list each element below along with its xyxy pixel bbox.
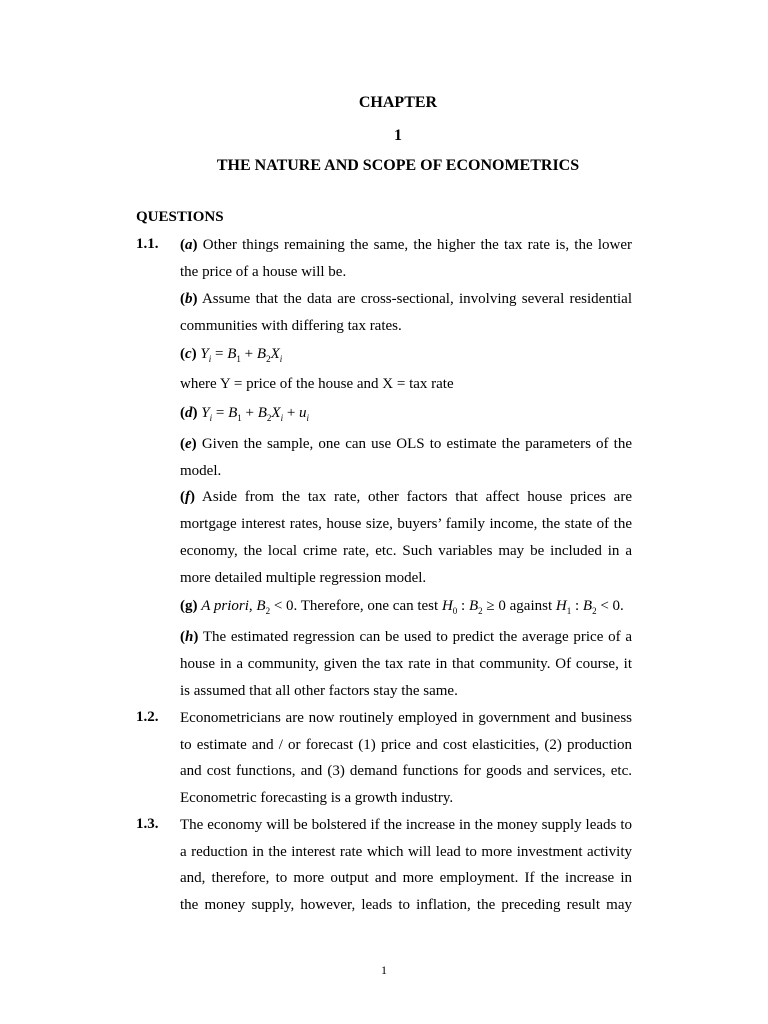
q1-1-g-against: against [509,598,553,614]
q1-1-a-line1: (a) Other things remaining the same, the higher the tax rate is, the lower [180,237,633,253]
q1-1-h-line1: (h) The estimated regression can be used to predict the average price of a [180,629,632,645]
q1-1-b-line1: (b) Assume that the data are cross-sectional, involving several residential [180,291,632,307]
q1-2-line2: to estimate and / or forecast (1) price and cost elasticities, (2) production [180,737,632,753]
question-number-1-2: 1.2. [136,709,159,725]
q1-1-h-text1: The estimated regression can be used to predict the average price of a [202,629,632,645]
question-number-1-1: 1.1. [136,236,159,252]
q1-1-d-equation: (d) $Y_i = B_1 + B_2X_i + u_i$ [180,405,310,423]
chapter-label: CHAPTER [358,94,438,111]
q1-1-g-apriori: A priori [201,598,249,614]
q1-1-e-tag: e [185,436,192,452]
q1-1-h-line2: house in a community, given the tax rate in that community. Of course, it [180,656,632,672]
q1-1-a-line2: the price of a house will be. [180,264,347,280]
q1-1-b-text1: Assume that the data are cross-sectional, involving several residential [201,291,632,307]
chapter-number: 1 [394,127,402,144]
q1-2-line1: Econometricians are now routinely employed in government and business [180,710,632,726]
q1-1-b-tag: b [185,291,193,307]
q1-1-f-line2: mortgage interest rates, house size, buyers’ family income, the state of the [180,516,632,532]
q1-1-h-tag: h [185,629,194,645]
section-label: QUESTIONS [136,209,224,225]
q1-1-e-line2: model. [180,463,222,479]
q1-1-h-line3: is assumed that all other factors stay the same. [180,683,458,699]
q1-1-g-line: (g) A priori, $B_2 < 0$. Therefore, one can test $H_0$ : $B_2 \ge 0$ against $H_1$ : $B_2 < 0$. [180,598,624,616]
q1-1-f-text1: Aside from the tax rate, other factors that affect house prices are [201,489,632,505]
q1-3-line2: a reduction in the interest rate which will lead to more investment activity [180,844,632,860]
q1-1-e-text1: Given the sample, one can use OLS to estimate the parameters of the [201,436,632,452]
q1-1-c-equation: (c) $Y_i = B_1 + B_2X_i$ [180,346,283,364]
q1-1-a-tag: a [185,237,193,253]
q1-1-f-line3: economy, the local crime rate, etc. Such variables may be included in a [180,543,632,559]
q1-1-g-tag: g [185,598,193,614]
q1-1-f-line4: more detailed multiple regression model. [180,570,427,586]
q1-1-g-text: < 0. Therefore, one can test [273,598,439,614]
q1-3-line4: the money supply, however, leads to inflation, the preceding result may [180,897,632,913]
q1-1-c-where: where Y = price of the house and X = tax rate [180,376,454,392]
question-number-1-3: 1.3. [136,816,159,832]
q1-3-line3: and, therefore, to more output and more employment. If the increase in [180,870,632,886]
q1-2-line4: Econometric forecasting is a growth industry. [180,790,454,806]
q1-3-line1: The economy will be bolstered if the increase in the money supply leads to [180,817,632,833]
q1-1-d-tag: d [185,405,193,421]
q1-1-a-text1: Other things remaining the same, the higher the tax rate is, the lower [202,237,633,253]
q1-1-f-line1: (f) Aside from the tax rate, other factors that affect house prices are [180,489,632,505]
chapter-title: THE NATURE AND SCOPE OF ECONOMETRICS [216,157,580,174]
q1-1-f-tag: f [185,489,190,505]
q1-2-line3: and cost functions, and (3) demand functions for goods and services, etc. [180,763,632,779]
page-number: 1 [381,963,387,977]
q1-1-e-line1: (e) Given the sample, one can use OLS to estimate the parameters of the [180,436,632,452]
q1-1-b-line2: communities with differing tax rates. [180,318,402,334]
q1-1-c-tag: c [185,346,192,362]
